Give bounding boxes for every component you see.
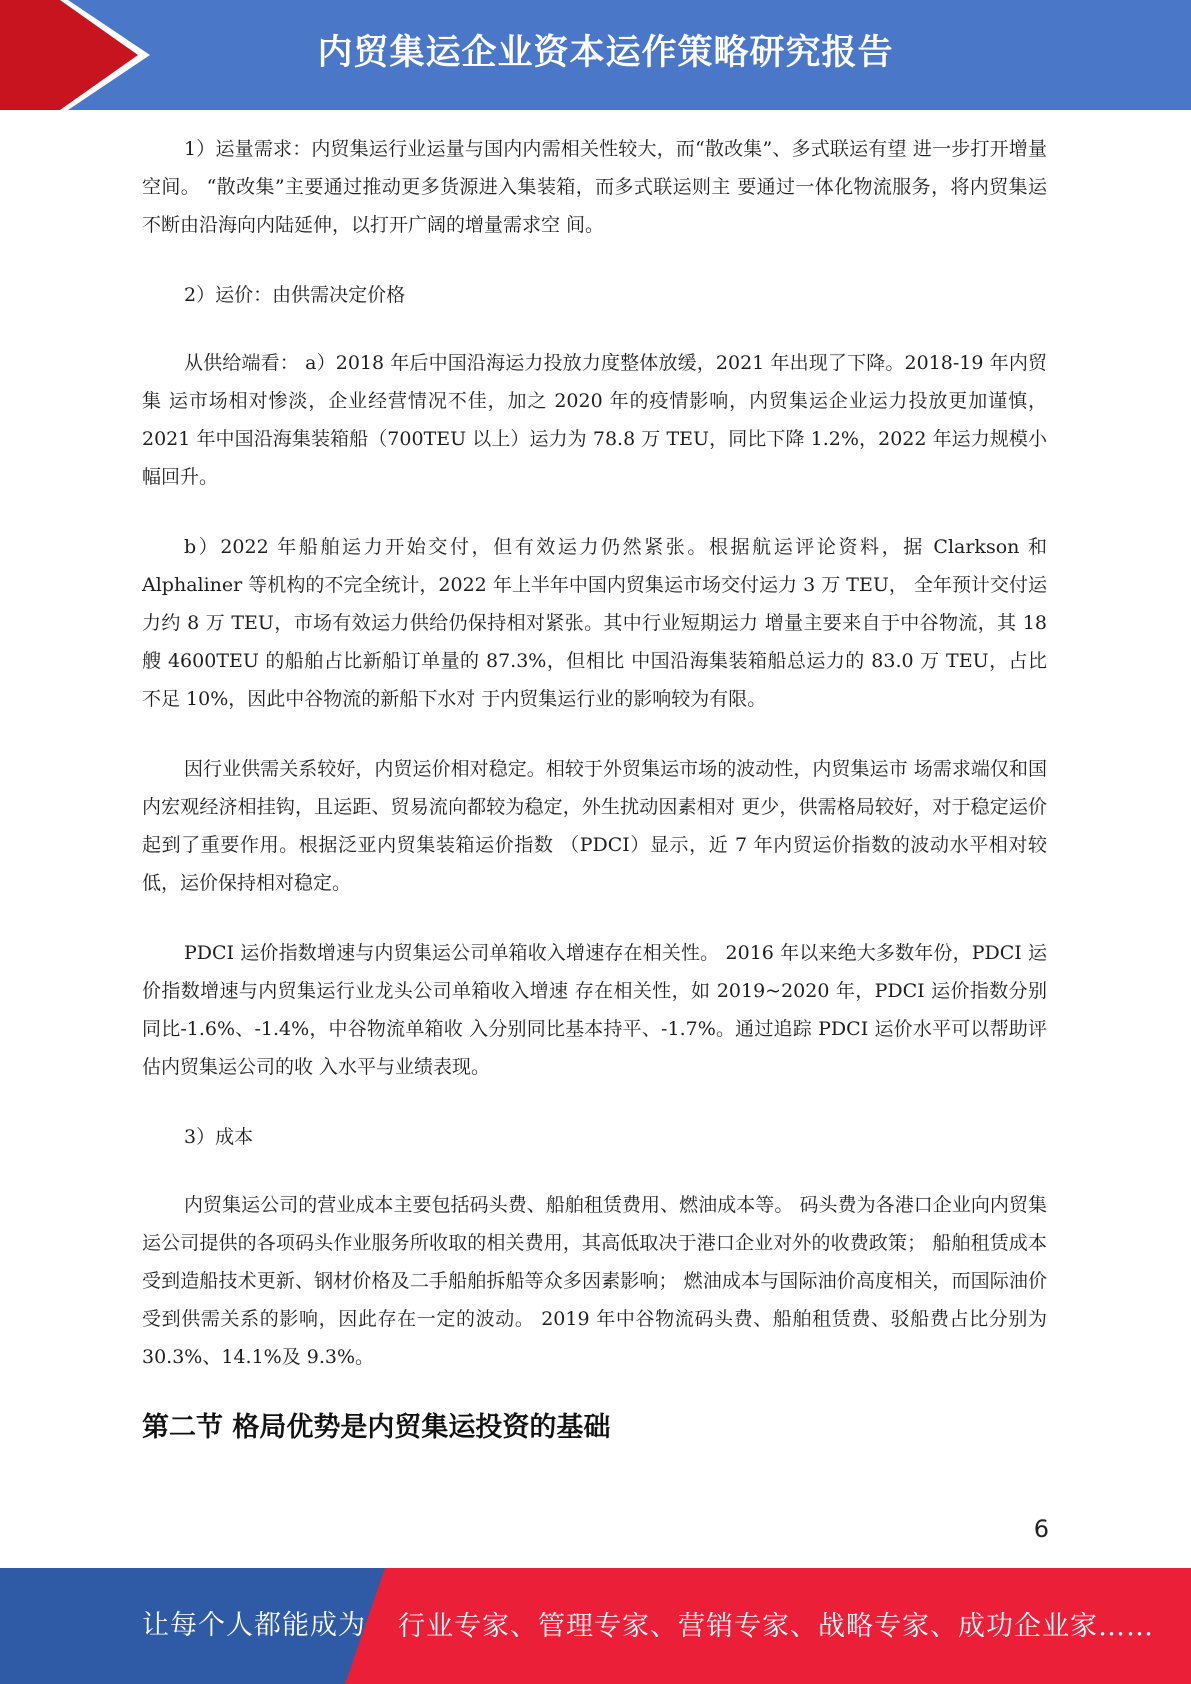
section-heading: 第二节 格局优势是内贸集运投资的基础 bbox=[142, 1412, 611, 1443]
page-number: 6 bbox=[1033, 1515, 1049, 1543]
document-body bbox=[142, 130, 1047, 1448]
paragraph-volume-demand: 1）运量需求：内贸集运行业运量与国内内需相关性较大，而“散改集”、多式联运有望 进一步打开增量空间。 “散改集”主要通过推动更多货源进入集装箱，而多式联运则主 要通过一体化物流服务，将内贸集运不断由沿海向内陆延伸，以打开广阔的增量需求空 间。 bbox=[142, 138, 1047, 236]
page-footer bbox=[0, 1568, 1191, 1684]
paragraph-freight-rate-heading: 2）运价：由供需决定价格 bbox=[184, 284, 406, 306]
header-arrow-decoration bbox=[0, 0, 150, 110]
paragraph-capacity-delivery: b）2022 年船舶运力开始交付，但有效运力仍然紧张。根据航运评论资料，据 Clarkson 和 Alphaliner 等机构的不完全统计，2022 年上半年中国内贸集运市场交付运力 3 万 TEU， 全年预计交付运力约 8 万 TEU，市场有效运力供给仍保持相对紧张。其中行业短期运力 增量主要来自于中谷物流，其 18 艘 4600TEU 的船舶占比新船订单量的 87.3%，但相比 中国沿海集装箱船总运力的 83.0 万 TEU，占比不足 10%，因此中谷物流的新船下水对 于内贸集运行业的影响较为有限。 bbox=[142, 536, 1047, 710]
report-title: 内贸集运企业资本运作策略研究报告 bbox=[317, 33, 894, 73]
paragraph-supply-side: 从供给端看： a）2018 年后中国沿海运力投放力度整体放缓，2021 年出现了下降。2018-19 年内贸集 运市场相对惨淡，企业经营情况不佳，加之 2020 年的疫情影响，内贸集运企业运力投放更加谨慎， 2021 年中国沿海集装箱船（700TEU 以上）运力为 78.8 万 TEU，同比下降 1.2%，2022 年运力规模小幅回升。 bbox=[142, 352, 1047, 488]
paragraph-pdci-correlation: PDCI 运价指数增速与内贸集运公司单箱收入增速存在相关性。 2016 年以来绝大多数年份，PDCI 运价指数增速与内贸集运行业龙头公司单箱收入增速 存在相关性，如 2019~2020 年，PDCI 运价指数分别同比-1.6%、-1.4%，中谷物流单箱收 入分别同比基本持平、-1.7%。通过追踪 PDCI 运价水平可以帮助评估内贸集运公司的收 入水平与业绩表现。 bbox=[142, 942, 1047, 1078]
page-header bbox=[0, 0, 1191, 110]
paragraph-rate-stability: 因行业供需关系较好，内贸运价相对稳定。相较于外贸集运市场的波动性，内贸集运市 场需求端仅和国内宏观经济相挂钩，且运距、贸易流向都较为稳定，外生扰动因素相对 更少，供需格局较好，对于稳定运价起到了重要作用。根据泛亚内贸集装箱运价指数 （PDCI）显示，近 7 年内贸运价指数的波动水平相对较低，运价保持相对稳定。 bbox=[142, 758, 1047, 894]
paragraph-cost-detail: 内贸集运公司的营业成本主要包括码头费、船舶租赁费用、燃油成本等。 码头费为各港口企业向内贸集运公司提供的各项码头作业服务所收取的相关费用，其高低取决于港口企业对外的收费政策； 船舶租赁成本受到造船技术更新、钢材价格及二手船舶拆船等众多因素影响； 燃油成本与国际油价高度相关，而国际油价受到供需关系的影响，因此存在一定的波动。 2019 年中谷物流码头费、船舶租赁费、驳船费占比分别为 30.3%、14.1%及 9.3%。 bbox=[142, 1194, 1047, 1368]
footer-slogan-left: 让每个人都能成为 bbox=[142, 1610, 366, 1641]
footer-slogan-right: 行业专家、管理专家、营销专家、战略专家、成功企业家…… bbox=[398, 1611, 1154, 1642]
paragraph-cost-heading: 3）成本 bbox=[184, 1126, 254, 1148]
